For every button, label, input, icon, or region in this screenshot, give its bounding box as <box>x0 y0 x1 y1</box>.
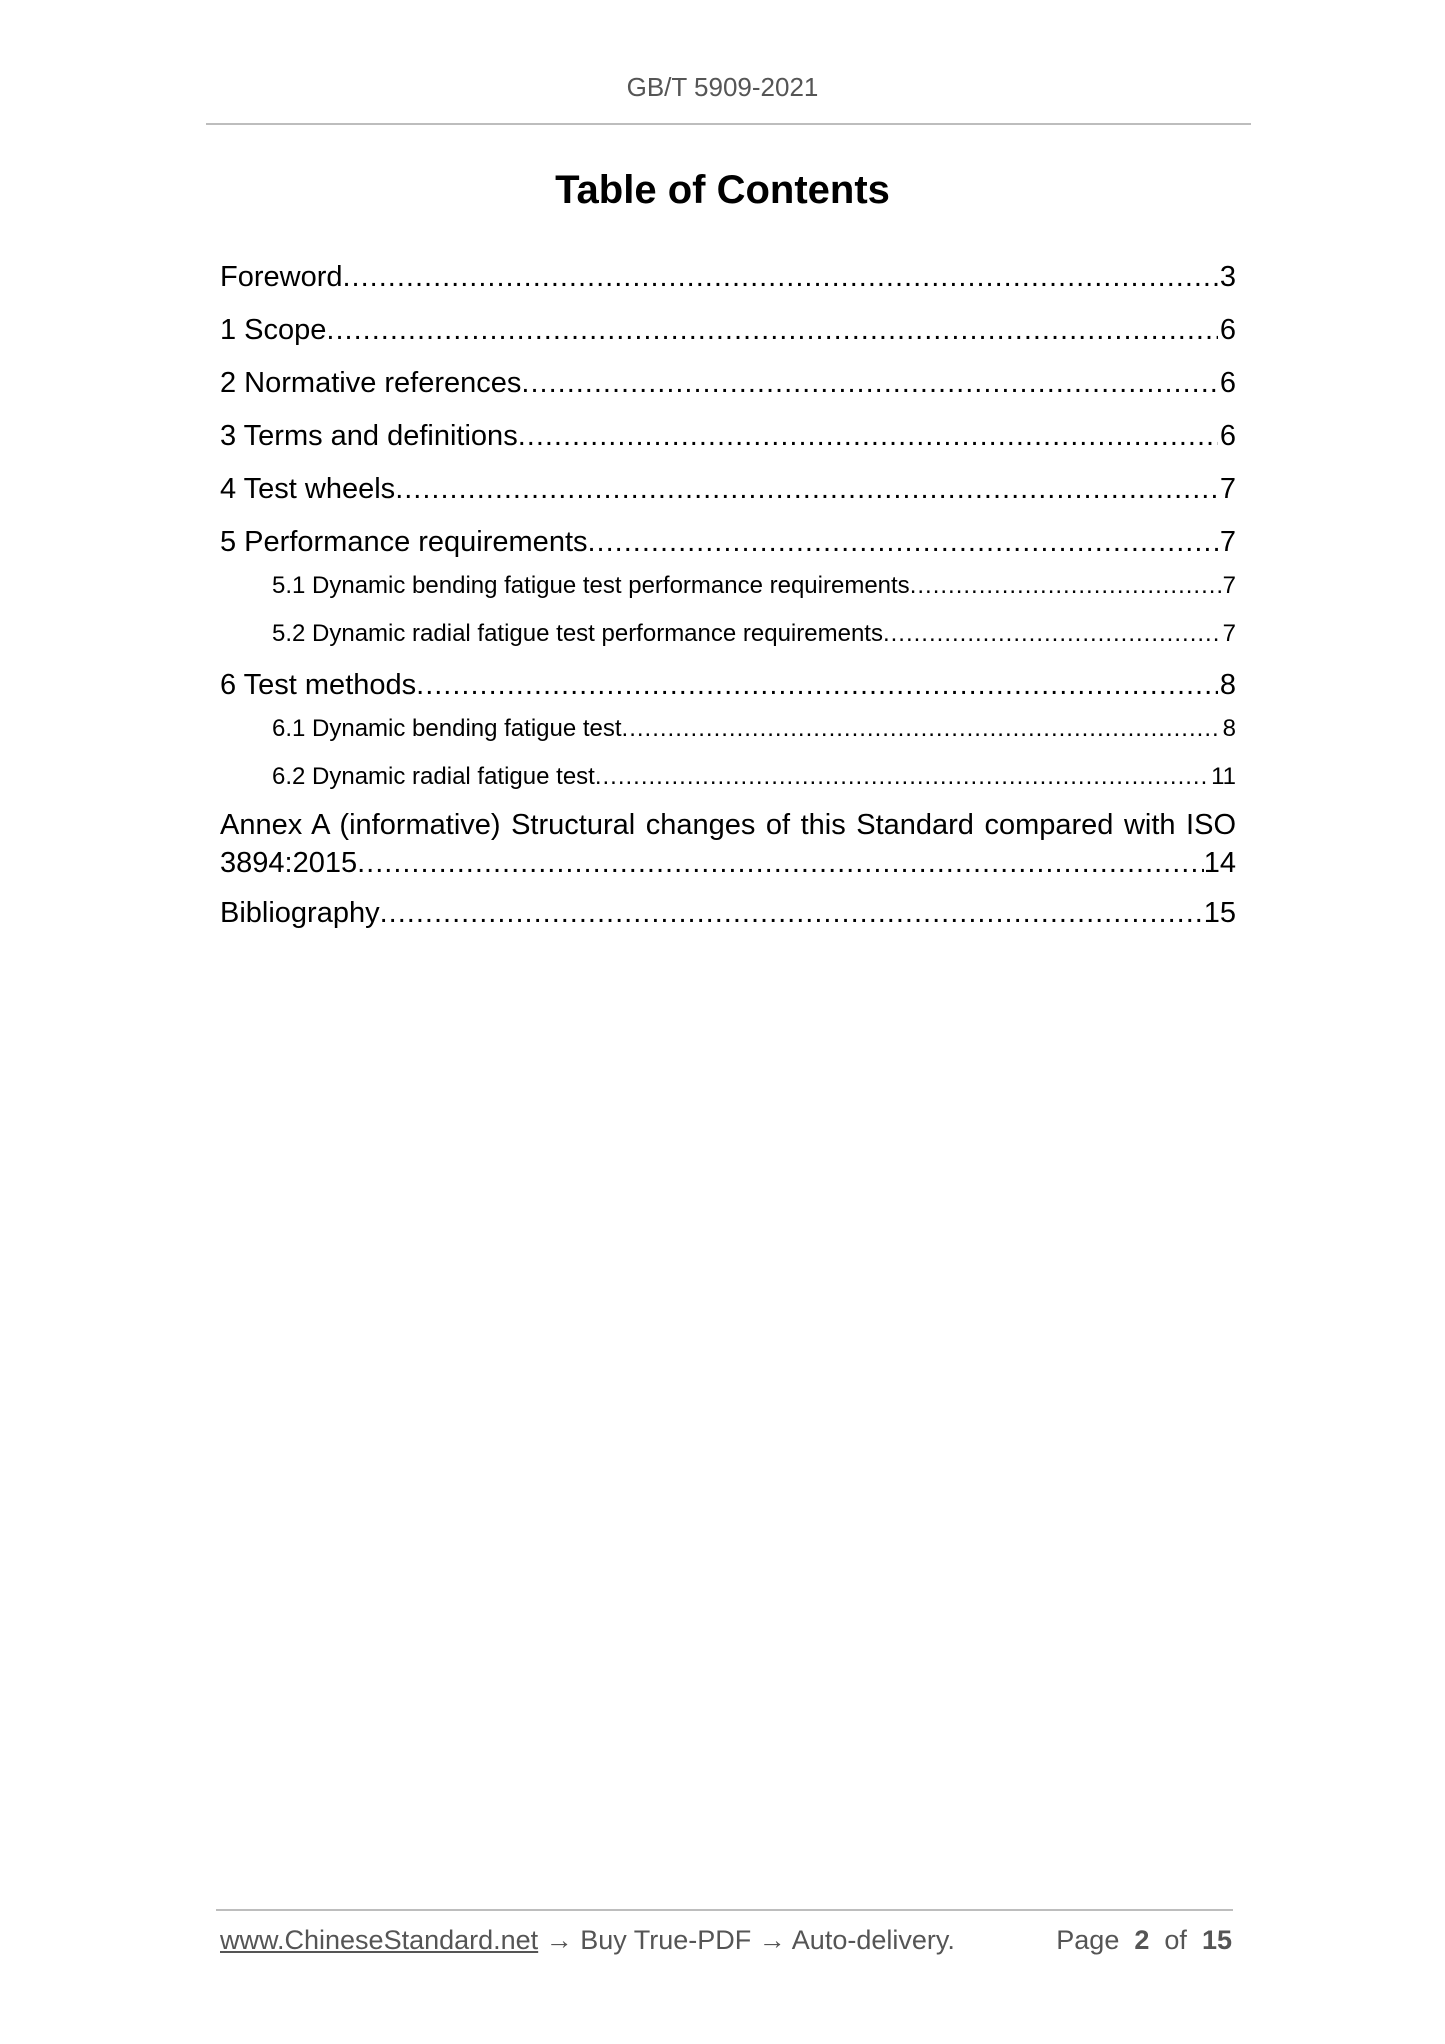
toc-entry-foreword[interactable] <box>220 255 1236 299</box>
toc-entry-label: Bibliography <box>220 897 380 929</box>
toc-entry-bibliography[interactable] <box>220 891 1236 935</box>
arrow-right-icon: → <box>545 1925 573 1955</box>
dot-leader <box>910 567 1221 605</box>
toc-entry-page: 6 <box>1219 314 1236 346</box>
toc-entry-page: 8 <box>1222 715 1236 742</box>
toc-entry-annex-a[interactable] <box>220 806 1236 882</box>
arrow-right-icon: → <box>758 1925 786 1955</box>
footer-left <box>220 1925 955 1956</box>
dot-leader <box>518 414 1218 458</box>
toc-entry-label: 2 Normative references <box>220 367 522 399</box>
toc-entry-label: 1 Scope <box>220 314 327 346</box>
toc-entry-page: 6 <box>1219 367 1236 399</box>
table-of-contents <box>220 255 1236 944</box>
toc-entry-test-methods[interactable] <box>220 663 1236 707</box>
toc-entry-label: 6.2 Dynamic radial fatigue test <box>272 763 595 790</box>
toc-entry-test-wheels[interactable] <box>220 467 1236 511</box>
toc-entry-page: 8 <box>1219 669 1236 701</box>
toc-entry-label: 6 Test methods <box>220 669 417 701</box>
toc-entry-page: 14 <box>1203 847 1236 879</box>
delivery-text: Auto-delivery. <box>791 1925 955 1955</box>
toc-heading: Table of Contents <box>555 168 890 212</box>
dot-leader <box>622 710 1221 748</box>
toc-entry-label: 5.1 Dynamic bending fatigue test performance requirements <box>272 572 910 599</box>
toc-entry-page: 7 <box>1219 473 1236 505</box>
toc-entry-page: 7 <box>1222 620 1236 647</box>
buy-text: Buy True-PDF <box>580 1925 752 1955</box>
toc-entry-page: 7 <box>1219 526 1236 558</box>
toc-entry-label: 5 Performance requirements <box>220 526 588 558</box>
dot-leader <box>380 891 1202 935</box>
toc-entry-label-line2: 3894:2015 <box>220 847 358 879</box>
toc-entry-normative-references[interactable] <box>220 361 1236 405</box>
toc-entry-6-1[interactable] <box>220 710 1236 748</box>
dot-leader <box>343 255 1218 299</box>
toc-entry-label: 6.1 Dynamic bending fatigue test <box>272 715 622 742</box>
toc-entry-label: 4 Test wheels <box>220 473 396 505</box>
document-header-title: GB/T 5909-2021 <box>626 72 819 102</box>
toc-entry-page: 15 <box>1203 897 1236 929</box>
toc-entry-page: 6 <box>1219 420 1236 452</box>
dot-leader <box>357 844 1204 882</box>
toc-entry-page: 7 <box>1222 572 1236 599</box>
dot-leader <box>326 308 1217 352</box>
of-word: of <box>1164 1925 1187 1955</box>
toc-entry-label: 5.2 Dynamic radial fatigue test performance requirements <box>272 620 883 647</box>
toc-entry-label: Foreword <box>220 261 343 293</box>
toc-entry-5-2[interactable] <box>220 615 1236 653</box>
toc-entry-label-line1: Annex A (informative) Structural changes of this Standard compared with ISO <box>220 809 1236 841</box>
toc-entry-6-2[interactable] <box>220 758 1236 796</box>
toc-entry-scope[interactable] <box>220 308 1236 352</box>
toc-entry-page: 11 <box>1211 763 1236 790</box>
dot-leader <box>883 615 1221 653</box>
total-pages-number: 15 <box>1201 1925 1232 1955</box>
dot-leader <box>395 467 1218 511</box>
dot-leader <box>595 758 1209 796</box>
current-page-number: 2 <box>1134 1925 1150 1955</box>
footer-divider <box>216 1909 1233 1911</box>
page-indicator <box>1056 1925 1232 1956</box>
toc-entry-5-1[interactable] <box>220 567 1236 605</box>
toc-entry-page: 3 <box>1219 261 1236 293</box>
page-footer <box>220 1925 1232 1956</box>
dot-leader <box>521 361 1217 405</box>
website-link[interactable]: www.ChineseStandard.net <box>220 1925 539 1955</box>
header-divider <box>206 123 1251 125</box>
toc-entry-line2 <box>220 844 1236 882</box>
dot-leader <box>588 520 1218 564</box>
toc-entry-label: 3 Terms and definitions <box>220 420 518 452</box>
toc-entry-terms-and-definitions[interactable] <box>220 414 1236 458</box>
page-word: Page <box>1056 1925 1120 1955</box>
dot-leader <box>416 663 1218 707</box>
toc-entry-performance-requirements[interactable] <box>220 520 1236 564</box>
